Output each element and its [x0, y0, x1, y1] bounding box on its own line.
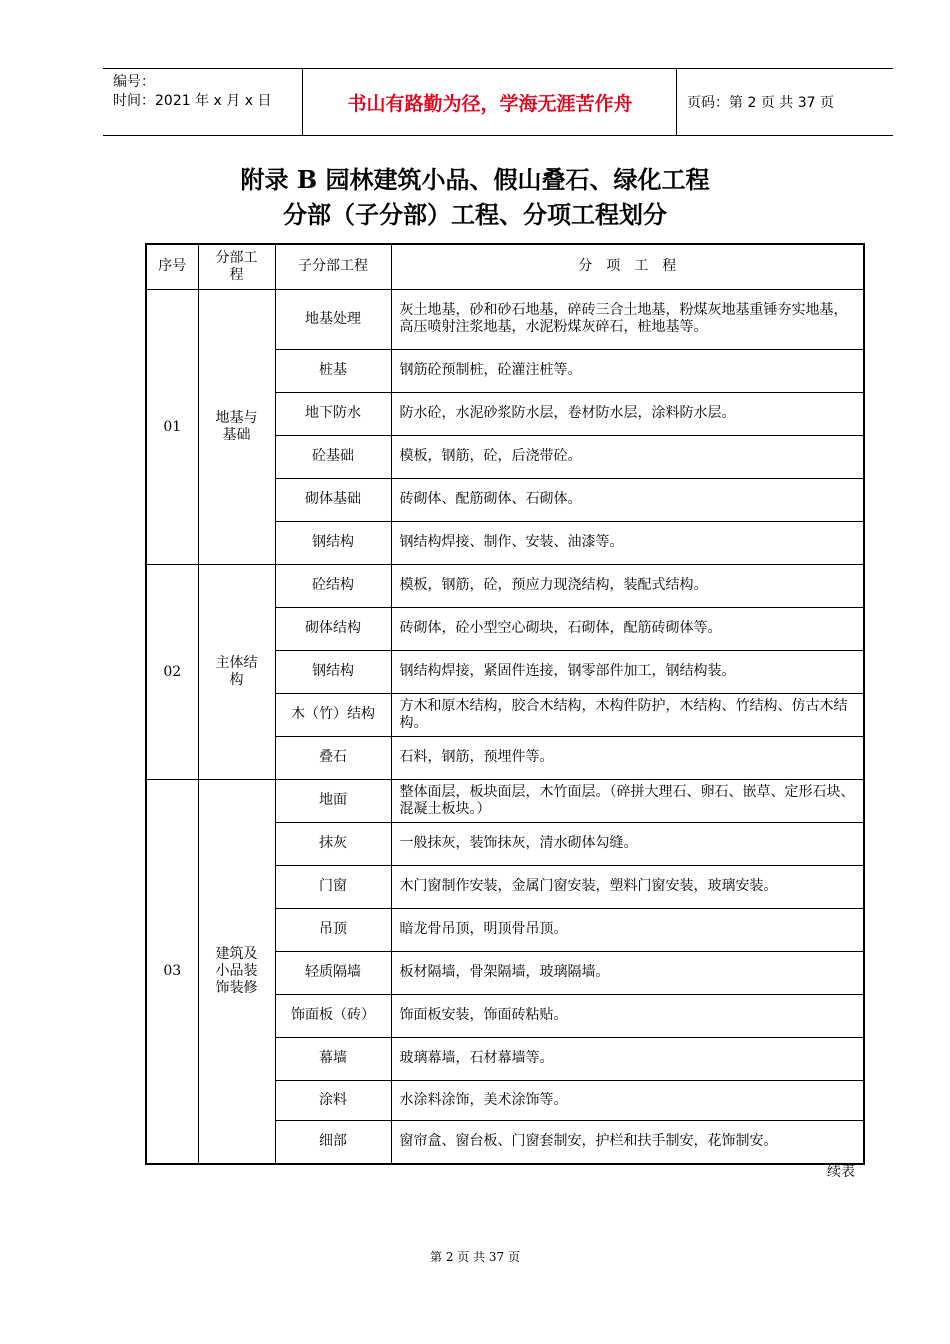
- cell-items: 木门窗制作安装，金属门窗安装，塑料门窗安装，玻璃安装。: [391, 865, 864, 908]
- cell-items: 钢筋砼预制桩，砼灌注桩等。: [391, 349, 864, 392]
- cell-subdivision: [275, 349, 391, 392]
- cell-subdivision: [275, 994, 391, 1037]
- subdivision-label: 门窗: [319, 878, 347, 894]
- subdivision-label: 幕墙: [319, 1050, 347, 1066]
- cell-items: 砖砌体、配筋砌体、石砌体。: [391, 478, 864, 521]
- cell-subdivision: [275, 865, 391, 908]
- table-row: [146, 564, 864, 607]
- document-title-line1: 附录 B 园林建筑小品、假山叠石、绿化工程: [240, 165, 710, 194]
- header-num: 序号: [146, 244, 198, 289]
- cell-subdivision: [275, 607, 391, 650]
- cell-items: 砖砌体，砼小型空心砌块，石砌体，配筋砖砌体等。: [391, 607, 864, 650]
- cell-subdivision: [275, 435, 391, 478]
- subdivision-label: 轻质隔墙: [305, 964, 361, 980]
- cell-items: 一般抹灰，装饰抹灰，清水砌体勾缝。: [391, 822, 864, 865]
- subdivision-label: 砼基础: [312, 448, 354, 464]
- table-body: [146, 289, 864, 1164]
- subdivision-label: 钢结构: [312, 663, 354, 679]
- subdivision-label: 吊顶: [319, 921, 347, 937]
- table-header-row: [146, 244, 864, 289]
- cell-items: 钢结构焊接、制作、安装、油漆等。: [391, 521, 864, 564]
- header-items: 分 项 工 程: [391, 244, 864, 289]
- subdivision-label: 地下防水: [305, 405, 361, 421]
- division-label: 建筑及小品装饰装修: [215, 945, 258, 996]
- division-table: [145, 243, 865, 1165]
- header-time-label: 时间：2021 年 x 月 x 日: [113, 93, 272, 109]
- subdivision-label: 细部: [319, 1133, 347, 1150]
- cell-items: 水涂料涂饰，美术涂饰等。: [391, 1080, 864, 1120]
- header-division: 分部工程: [198, 244, 275, 289]
- header-meta: [103, 69, 303, 135]
- page-footer: 第 2 页 共 37 页: [430, 1250, 520, 1264]
- cell-subdivision: [275, 392, 391, 435]
- cell-subdivision: [275, 289, 391, 349]
- cell-items: 灰土地基，砂和砂石地基，碎砖三合土地基，粉煤灰地基重锤夯实地基，高压喷射注浆地基，水泥粉煤灰碎石，桩地基等。: [391, 289, 864, 349]
- cell-items: 方木和原木结构，胶合木结构，木构件防护，木结构、竹结构、仿古木结构。: [391, 693, 864, 736]
- cell-subdivision: [275, 1037, 391, 1080]
- page-header: [103, 68, 893, 136]
- cell-items: 暗龙骨吊顶，明顶骨吊顶。: [391, 908, 864, 951]
- cell-subdivision: [275, 650, 391, 693]
- cell-subdivision: [275, 736, 391, 779]
- cell-group-number: 01: [146, 289, 198, 564]
- cell-items: 玻璃幕墙，石材幕墙等。: [391, 1037, 864, 1080]
- header-number-label: 编号：: [113, 74, 155, 90]
- cell-subdivision: [275, 779, 391, 822]
- header-motto: 书山有路勤为径，学海无涯苦作舟: [304, 69, 677, 135]
- cell-items: 整体面层，板块面层，木竹面层。（碎拼大理石、卵石、嵌草、定形石块、混凝土板块。）: [391, 779, 864, 822]
- cell-division: [198, 289, 275, 564]
- cell-group-number: 03: [146, 779, 198, 1164]
- cell-subdivision: [275, 1120, 391, 1164]
- subdivision-label: 饰面板（砖）: [291, 1007, 375, 1023]
- cell-subdivision: [275, 478, 391, 521]
- subdivision-label: 涂料: [319, 1091, 347, 1108]
- cell-items: 模板，钢筋，砼，后浇带砼。: [391, 435, 864, 478]
- cell-subdivision: [275, 693, 391, 736]
- subdivision-label: 木（竹）结构: [291, 706, 375, 722]
- cell-items: 钢结构焊接，紧固件连接，钢零部件加工，钢结构装。: [391, 650, 864, 693]
- header-page-label: 页码：第 2 页 共 37 页: [687, 95, 834, 111]
- subdivision-label: 砼结构: [312, 577, 354, 593]
- subdivision-label: 叠石: [319, 749, 347, 765]
- cell-subdivision: [275, 521, 391, 564]
- cell-division: [198, 564, 275, 779]
- cell-subdivision: [275, 908, 391, 951]
- document-title-line2: 分部（子分部）工程、分项工程划分: [283, 200, 667, 229]
- division-label: 主体结构: [215, 654, 258, 688]
- header-subdivision: 子分部工程: [275, 244, 391, 289]
- cell-items: 模板，钢筋，砼，预应力现浇结构，装配式结构。: [391, 564, 864, 607]
- cell-items: 板材隔墙，骨架隔墙，玻璃隔墙。: [391, 951, 864, 994]
- subdivision-label: 钢结构: [312, 534, 354, 550]
- cell-items: 饰面板安装，饰面砖粘贴。: [391, 994, 864, 1037]
- cell-subdivision: [275, 822, 391, 865]
- cell-items: 石料，钢筋，预埋件等。: [391, 736, 864, 779]
- cell-subdivision: [275, 564, 391, 607]
- cell-subdivision: [275, 1080, 391, 1120]
- subdivision-label: 抹灰: [319, 835, 347, 851]
- division-label: 地基与基础: [215, 409, 258, 443]
- table-row: [146, 289, 864, 349]
- subdivision-label: 地基处理: [305, 310, 361, 327]
- cell-subdivision: [275, 951, 391, 994]
- continued-label: 续表: [827, 1164, 855, 1180]
- cell-division: [198, 779, 275, 1164]
- subdivision-label: 砌体结构: [305, 620, 361, 636]
- subdivision-label: 砌体基础: [305, 491, 361, 507]
- table-row: [146, 779, 864, 822]
- cell-items: 窗帘盒、窗台板、门窗套制安，护栏和扶手制安，花饰制安。: [391, 1120, 864, 1164]
- subdivision-label: 地面: [319, 792, 347, 808]
- cell-group-number: 02: [146, 564, 198, 779]
- cell-items: 防水砼，水泥砂浆防水层，卷材防水层，涂料防水层。: [391, 392, 864, 435]
- subdivision-label: 桩基: [319, 362, 347, 378]
